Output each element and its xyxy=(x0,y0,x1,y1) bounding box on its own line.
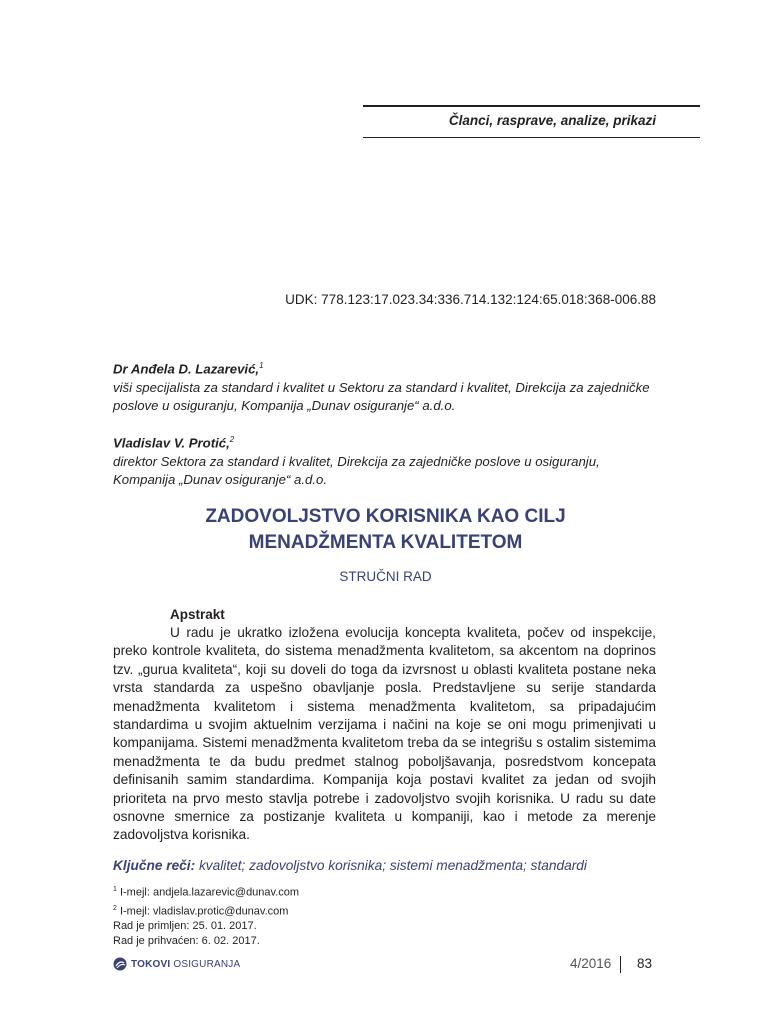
accepted-date: Rad je prihvaćen: 6. 02. 2017. xyxy=(113,935,260,948)
page-number: 83 xyxy=(637,956,653,971)
author-block-1 xyxy=(113,357,658,416)
logo-globe-icon xyxy=(113,957,127,971)
udk-code: UDK: 778.123:17.023.34:336.714.132:124:65.018:368-006.88 xyxy=(285,292,656,307)
received-date: Rad je primljen: 25. 01. 2017. xyxy=(113,920,257,933)
author-affiliation: direktor Sektora za standard i kvalitet, Direkcija za zajedničke poslove u osiguranju, Kompanija „Dunav osiguranje“ a.d.o. xyxy=(113,453,600,488)
abstract-text: U radu je ukratko izložena evolucija koncepta kvaliteta, počev od inspekcije, preko kontrole kvaliteta, do sistema menadžmenta kvalitetom, sa akcentom na doprinos tzv. „gurua kvaliteta“, koji su doveli do toga da izvrsnost u oblasti kvaliteta postane neka vrsta standarda za uspešno obavljanje posla. Predstavljene su serije standarda menadžmenta kvalitetom i sistema menadžmenta kvalitetom, sa pripadajućim standardima u svojim aktuelnim verzijama i načini na koje se oni mogu primenjivati u kompanijama. Sistemi menadžmenta kvalitetom treba da se integrišu s ostalim sistemima menadžmenta te da budu predmet stalnog poboljšavanja, posredstvom koncepata definisanih samim standardima. Kompanija koja postavi kvalitet za jedan od svojih prioriteta na prvo mesto stavlja potrebe i zadovoljstvo svojih korisnika. U radu su date osnovne smernice za postizanje kvaliteta u kompaniji, kao i metode za merenje zadovoljstva korisnika. xyxy=(113,625,656,843)
abstract-heading: Apstrakt xyxy=(170,607,225,622)
footnotes xyxy=(113,882,299,949)
footnote-2: $^2$ I-mejl: vladislav.protic@dunav.com xyxy=(113,904,289,918)
footnote-mark: 2 xyxy=(229,435,235,444)
keywords-text: kvalitet; zadovoljstvo korisnika; sistemi menadžmenta; standardi xyxy=(195,858,587,873)
keywords-label: Ključne reči: xyxy=(113,858,196,873)
keywords xyxy=(113,858,673,873)
footnote-1: $^1$ I-mejl: andjela.lazarevic@dunav.com xyxy=(113,886,300,899)
footnote-mark: 1 xyxy=(259,361,264,370)
author-affiliation: viši specijalista za standard i kvalitet u Sektoru za standard i kvalitet, Direkcija za zajedničke poslove u osiguranju, Kompanija „Dunav osiguranje“ a.d.o. xyxy=(113,379,650,414)
logo-text: TOKOVI OSIGURANJA xyxy=(131,958,241,970)
paper-type: STRUČNI RAD xyxy=(339,569,432,584)
section-heading: Članci, rasprave, analize, prikazi xyxy=(448,113,656,128)
author-name: Dr Anđela D. Lazarević,$^1$ xyxy=(113,361,264,377)
paper-title xyxy=(113,504,658,556)
header-rule-bottom xyxy=(363,137,700,138)
footer-separator xyxy=(620,956,621,973)
author-name: Vladislav V. Protić,$^2$ xyxy=(113,435,235,451)
issue-number: 4/2016 xyxy=(570,956,612,971)
title-line-1: ZADOVOLJSTVO KORISNIKA KAO CILJ xyxy=(205,506,566,527)
journal-logo xyxy=(113,957,240,971)
title-line-2: MENADŽMENTA KVALITETOM xyxy=(248,532,523,553)
header-rule-top xyxy=(363,105,700,107)
author-block-2 xyxy=(113,431,658,490)
